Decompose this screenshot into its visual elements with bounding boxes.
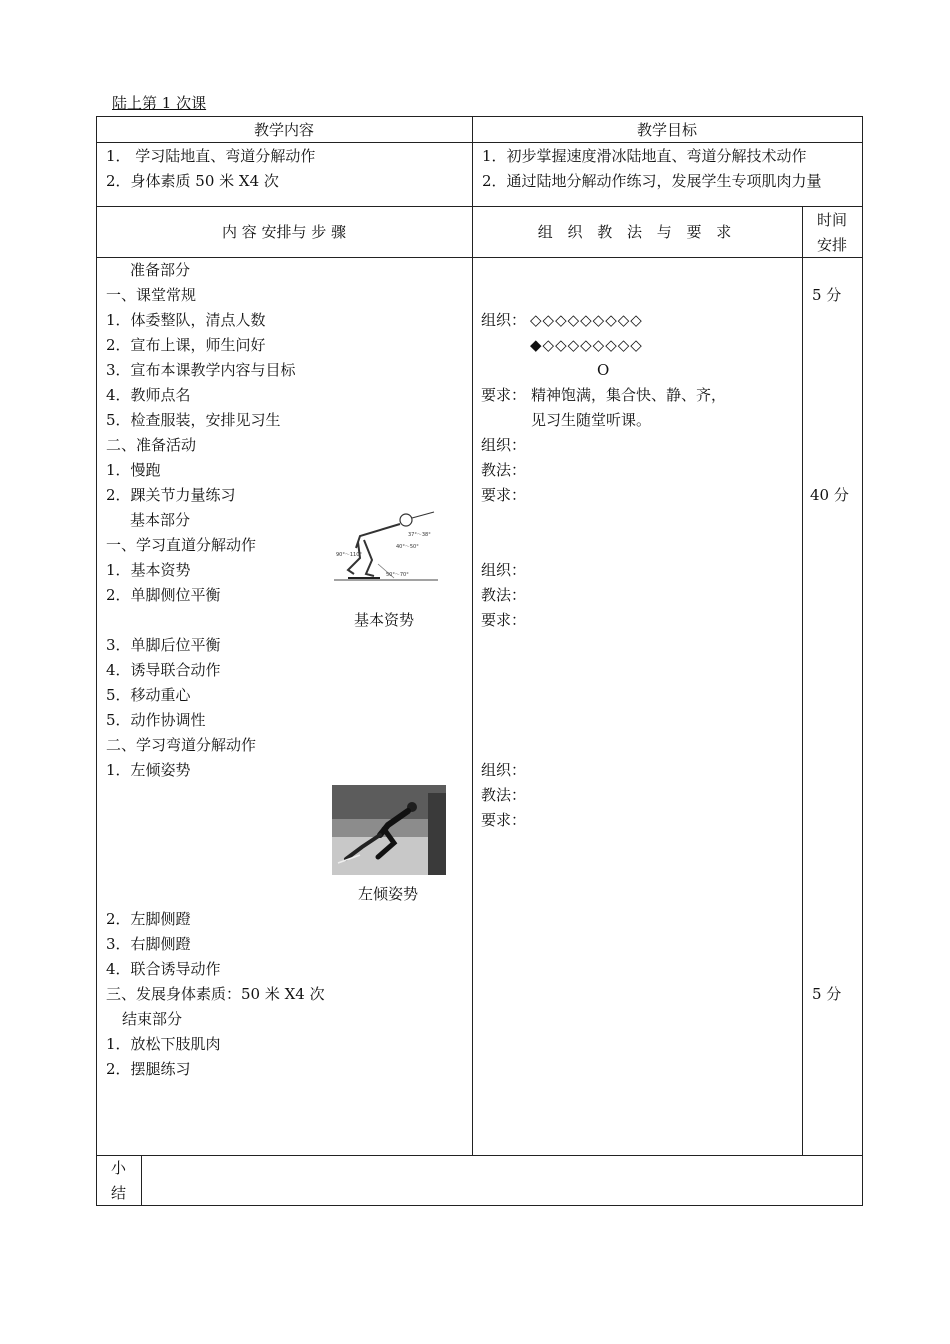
formation-row-monitor: ◆◇◇◇◇◇◇◇◇ (530, 336, 643, 354)
section-heading: 准备部分 (130, 261, 191, 279)
list-item: 2．单脚侧位平衡 (106, 586, 221, 604)
list-item: 一、学习直道分解动作 (106, 536, 257, 554)
time-value: 40 分 (810, 486, 849, 504)
list-item: 2．踝关节力量练习 (106, 486, 236, 504)
organization-label: 组织： (481, 561, 527, 579)
content-item: 2．身体素质 50 米 X4 次 (106, 172, 279, 190)
time-value: 5 分 (812, 286, 842, 304)
teaching-method-label: 教法： (481, 586, 527, 604)
figure-caption: 基本资势 (354, 611, 415, 629)
list-item: 5．移动重心 (106, 686, 191, 704)
list-item: 1．慢跑 (106, 461, 161, 479)
list-item: 二、学习弯道分解动作 (106, 736, 257, 754)
list-item: 4．诱导联合动作 (106, 661, 221, 679)
angle-label: 50°～70° (386, 572, 409, 578)
list-item: 1．左倾姿势 (106, 761, 191, 779)
time-value: 5 分 (812, 985, 842, 1003)
time-column-header-line2: 安排 (816, 236, 847, 254)
goal-item: 2．通过陆地分解动作练习，发展学生专项肌肉力量 (482, 172, 822, 190)
figure-caption: 左倾姿势 (358, 885, 419, 903)
organization-label: 组织： (481, 761, 527, 779)
summary-label-line2: 结 (110, 1184, 126, 1202)
angle-label: 40°～50° (396, 544, 419, 550)
method-column-header: 组 织 教 法 与 要 求 (537, 223, 737, 241)
summary-label-line1: 小 (110, 1159, 126, 1177)
list-item: 二、准备活动 (106, 436, 197, 454)
list-item: 1．放松下肢肌肉 (106, 1035, 221, 1053)
requirement-label: 要求： (481, 486, 527, 504)
content-header: 教学内容 (253, 121, 314, 139)
requirement-text: 见习生随堂听课。 (531, 411, 652, 429)
formation-teacher-marker: O (597, 361, 610, 379)
steps-column-header: 内 容 安排与 步 骤 (221, 223, 347, 241)
list-item: 一、课堂常规 (106, 286, 197, 304)
list-item: 2．摆腿练习 (106, 1060, 191, 1078)
angle-label: 90°～110° (336, 552, 362, 558)
content-item: 1． 学习陆地直、弯道分解动作 (106, 147, 316, 165)
organization-label: 组织： (481, 436, 527, 454)
formation-row-students: ◇◇◇◇◇◇◇◇◇ (530, 311, 643, 329)
list-item: 三、发展身体素质：50 米 X4 次 (106, 985, 325, 1003)
list-item: 3．宣布本课教学内容与目标 (106, 361, 296, 379)
goal-item: 1．初步掌握速度滑冰陆地直、弯道分解技术动作 (482, 147, 807, 165)
angle-label: 37°～38° (408, 532, 431, 538)
teaching-method-label: 教法： (481, 786, 527, 804)
list-item: 5．动作协调性 (106, 711, 206, 729)
basic-posture-figure (330, 508, 442, 590)
list-item: 4．教师点名 (106, 386, 191, 404)
requirement-label: 要求： (481, 386, 527, 404)
left-lean-posture-photo (332, 785, 446, 875)
goal-header: 教学目标 (636, 121, 697, 139)
time-column-header-line1: 时间 (816, 211, 847, 229)
list-item: 4．联合诱导动作 (106, 960, 221, 978)
lesson-title: 陆上第 1 次课 (112, 94, 207, 112)
list-item: 2．宣布上课，师生问好 (106, 336, 266, 354)
list-item: 1．体委整队，清点人数 (106, 311, 266, 329)
requirement-label: 要求： (481, 811, 527, 829)
requirement-text: 精神饱满，集合快、静、齐， (531, 386, 727, 404)
section-heading: 结束部分 (122, 1010, 183, 1028)
requirement-label: 要求： (481, 611, 527, 629)
organization-label: 组织： (481, 311, 527, 329)
list-item: 3．右脚侧蹬 (106, 935, 191, 953)
list-item: 2．左脚侧蹬 (106, 910, 191, 928)
list-item: 1．基本资势 (106, 561, 191, 579)
list-item: 3．单脚后位平衡 (106, 636, 221, 654)
section-heading: 基本部分 (130, 511, 191, 529)
teaching-method-label: 教法： (481, 461, 527, 479)
list-item: 5．检查服装，安排见习生 (106, 411, 281, 429)
